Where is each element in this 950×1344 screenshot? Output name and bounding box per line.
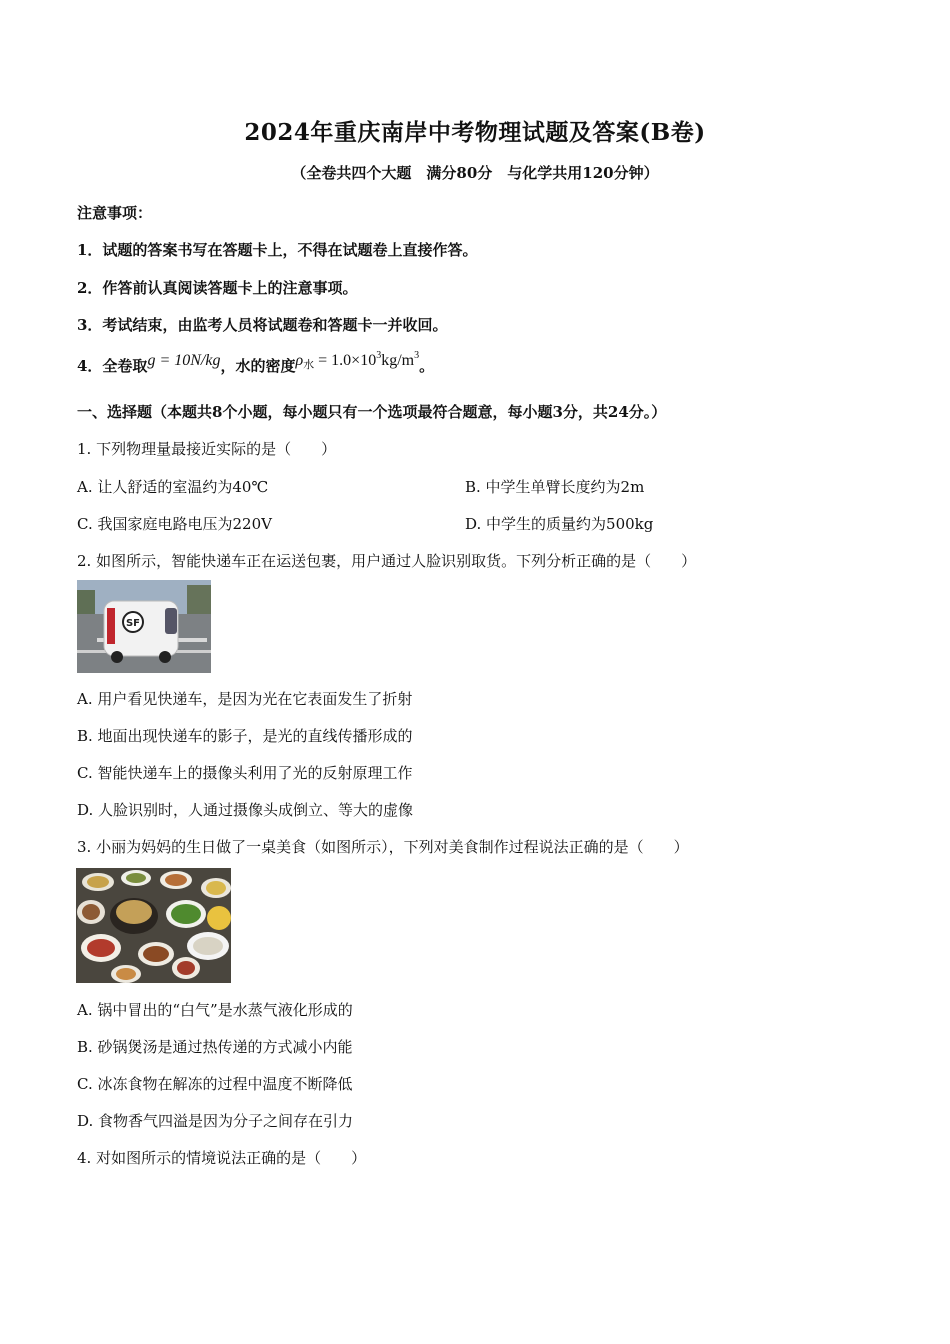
note-item-3: 3．考试结束，由监考人员将试题卷和答题卡一并收回。 <box>77 316 448 334</box>
delivery-car-illustration <box>77 580 211 673</box>
gravity-formula: g = 10N/kg <box>147 352 221 369</box>
q2-stem: 2. 如图所示，智能快递车正在运送包裹，用户通过人脸识别取货。下列分析正确的是（ ） <box>77 552 697 570</box>
q1-option-a: A. 让人舒适的室温约为40℃ <box>77 478 269 496</box>
q2-option-c: C. 智能快递车上的摄像头利用了光的反射原理工作 <box>77 764 413 782</box>
sf-logo: SF <box>125 618 141 629</box>
rho-exponent: 3 <box>376 350 382 361</box>
exam-subtitle: （全卷共四个大题 满分80分 与化学共用120分钟） <box>291 164 659 182</box>
q3-option-b: B. 砂锅煲汤是通过热传递的方式减小内能 <box>77 1038 353 1056</box>
note-item-1: 1．试题的答案书写在答题卡上，不得在试题卷上直接作答。 <box>77 241 478 259</box>
note-item-4 <box>77 350 435 378</box>
q3-option-c: C. 冰冻食物在解冻的过程中温度不断降低 <box>77 1075 353 1093</box>
q1-stem: 1. 下列物理量最接近实际的是（ ） <box>77 440 337 458</box>
note-item-2: 2．作答前认真阅读答题卡上的注意事项。 <box>77 279 358 297</box>
q1-option-d: D. 中学生的质量约为500kg <box>465 515 654 533</box>
q3-option-d: D. 食物香气四溢是因为分子之间存在引力 <box>77 1112 354 1130</box>
q3-stem: 3. 小丽为妈妈的生日做了一桌美食（如图所示），下列对美食制作过程说法正确的是（ ） <box>77 838 689 856</box>
q1-option-c: C. 我国家庭电路电压为220V <box>77 515 272 533</box>
density-formula <box>295 352 419 369</box>
rho-unit-exponent: 3 <box>414 350 420 361</box>
food-table-image <box>76 868 231 983</box>
note-item-4-suffix: 。 <box>419 357 435 375</box>
notes-heading: 注意事项： <box>77 204 153 222</box>
rho-unit: kg/m <box>381 352 415 369</box>
page-title: 2024年重庆南岸中考物理试题及答案(B卷) <box>244 119 706 146</box>
rho-symbol: ρ <box>295 352 304 369</box>
q4-stem: 4. 对如图所示的情境说法正确的是（ ） <box>77 1149 367 1167</box>
food-table-illustration <box>76 868 231 983</box>
q1-option-b: B. 中学生单臂长度约为2m <box>465 478 645 496</box>
q2-option-d: D. 人脸识别时，人通过摄像头成倒立、等大的虚像 <box>77 801 414 819</box>
rho-value: = 1.0×10 <box>314 352 377 369</box>
note-item-4-mid: ，水的密度 <box>220 357 296 375</box>
delivery-car-image <box>77 580 211 673</box>
q2-option-b: B. 地面出现快递车的影子，是光的直线传播形成的 <box>77 727 413 745</box>
rho-subscript: 水 <box>303 359 315 371</box>
q2-option-a: A. 用户看见快递车，是因为光在它表面发生了折射 <box>77 690 413 708</box>
section-1-heading: 一、选择题（本题共8个小题，每小题只有一个选项最符合题意，每小题3分，共24分。） <box>77 403 667 421</box>
note-item-4-prefix: 4．全卷取 <box>77 357 148 375</box>
q3-option-a: A. 锅中冒出的“白气”是水蒸气液化形成的 <box>77 1001 353 1019</box>
